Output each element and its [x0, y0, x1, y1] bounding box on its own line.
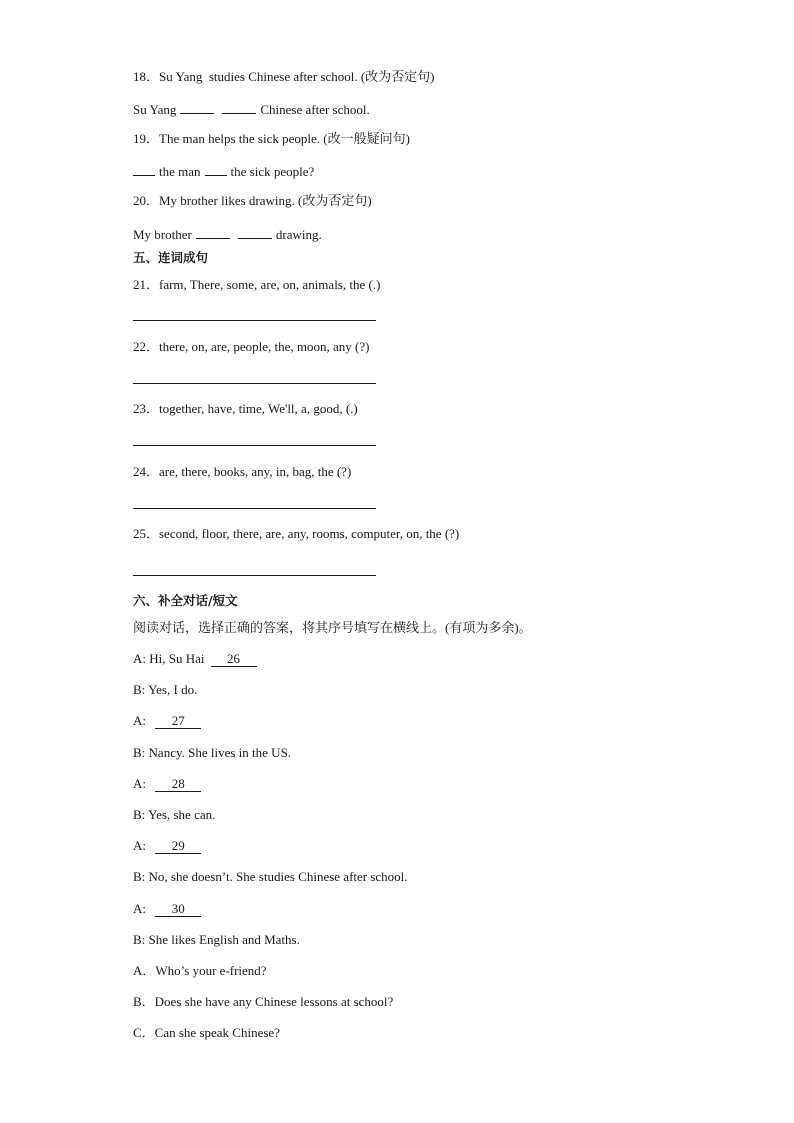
dialogue-line	[133, 745, 291, 761]
question-19-prompt: 19．The man helps the sick people. (改一般疑问句)	[133, 131, 410, 146]
answer-blank[interactable]	[180, 100, 214, 114]
question-22-prompt: 22．there, on, are, people, the, moon, any (?)	[133, 339, 370, 354]
question-20-answer	[133, 225, 322, 243]
dialogue-line	[133, 869, 408, 885]
question-21-prompt: 21．farm, There, some, are, on, animals, the (.)	[133, 277, 381, 292]
answer-blank[interactable]	[238, 225, 272, 239]
answer-blank[interactable]	[196, 225, 230, 239]
speaker-label: A:	[133, 651, 146, 666]
dialogue-blank[interactable]: 30	[155, 902, 201, 917]
speaker-label: B:	[133, 682, 146, 697]
speaker-label: A:	[133, 838, 146, 853]
answer-line-23[interactable]	[133, 445, 376, 446]
dialogue-line	[133, 901, 201, 917]
speaker-label: B:	[133, 869, 146, 884]
answer-prefix: Su Yang	[133, 102, 177, 117]
speaker-label: B:	[133, 807, 146, 822]
section-5-title: 五、连词成句	[133, 250, 209, 265]
question-25-prompt: 25．second, floor, there, are, any, rooms, computer, on, the (?)	[133, 526, 460, 541]
answer-suffix: the sick people?	[230, 164, 315, 179]
speaker-label: A:	[133, 776, 146, 791]
speaker-label: B:	[133, 932, 146, 947]
option-b: B．Does she have any Chinese lessons at school?	[133, 994, 394, 1009]
answer-line-25[interactable]	[133, 575, 376, 576]
option-a: A．Who’s your e-friend?	[133, 963, 267, 978]
dialogue-line	[133, 713, 201, 729]
dialogue-blank[interactable]: 29	[155, 839, 201, 854]
speaker-label: A:	[133, 901, 146, 916]
option-c: C．Can she speak Chinese?	[133, 1025, 280, 1040]
question-18-prompt: 18．Su Yang studies Chinese after school. (改为否定句)	[133, 69, 435, 84]
answer-blank[interactable]	[205, 162, 227, 176]
dialogue-line	[133, 651, 257, 667]
speaker-label: A:	[133, 713, 146, 728]
answer-blank[interactable]	[133, 162, 155, 176]
dialogue-line	[133, 776, 201, 792]
question-23-prompt: 23．together, have, time, We'll, a, good, (.)	[133, 401, 358, 416]
dialogue-text: Yes, I do.	[148, 682, 198, 697]
dialogue-line	[133, 807, 215, 823]
dialogue-line	[133, 838, 201, 854]
dialogue-text: No, she doesn’t. She studies Chinese after school.	[148, 869, 408, 884]
question-18-answer	[133, 100, 370, 118]
section-6-instruction: 阅读对话，选择正确的答案，将其序号填写在横线上。(有项为多余)。	[133, 620, 532, 635]
question-24-prompt: 24．are, there, books, any, in, bag, the (?)	[133, 464, 352, 479]
answer-line-22[interactable]	[133, 383, 376, 384]
speaker-label: B:	[133, 745, 146, 760]
dialogue-text: Yes, she can.	[148, 807, 216, 822]
dialogue-line	[133, 932, 300, 948]
answer-suffix: Chinese after school.	[260, 102, 370, 117]
section-6-title: 六、补全对话/短文	[133, 593, 238, 608]
dialogue-text: Hi, Su Hai	[149, 651, 205, 666]
question-19-answer	[129, 162, 314, 180]
dialogue-blank[interactable]: 27	[155, 714, 201, 729]
dialogue-blank[interactable]: 26	[211, 652, 257, 667]
dialogue-text: Nancy. She lives in the US.	[148, 745, 292, 760]
answer-line-21[interactable]	[133, 320, 376, 321]
answer-blank[interactable]	[222, 100, 256, 114]
dialogue-blank[interactable]: 28	[155, 777, 201, 792]
question-20-prompt: 20．My brother likes drawing. (改为否定句)	[133, 193, 372, 208]
answer-mid: the man	[159, 164, 201, 179]
answer-suffix: drawing.	[275, 227, 322, 242]
dialogue-text: She likes English and Maths.	[148, 932, 300, 947]
answer-line-24[interactable]	[133, 508, 376, 509]
dialogue-line	[133, 682, 197, 698]
answer-prefix: My brother	[133, 227, 192, 242]
